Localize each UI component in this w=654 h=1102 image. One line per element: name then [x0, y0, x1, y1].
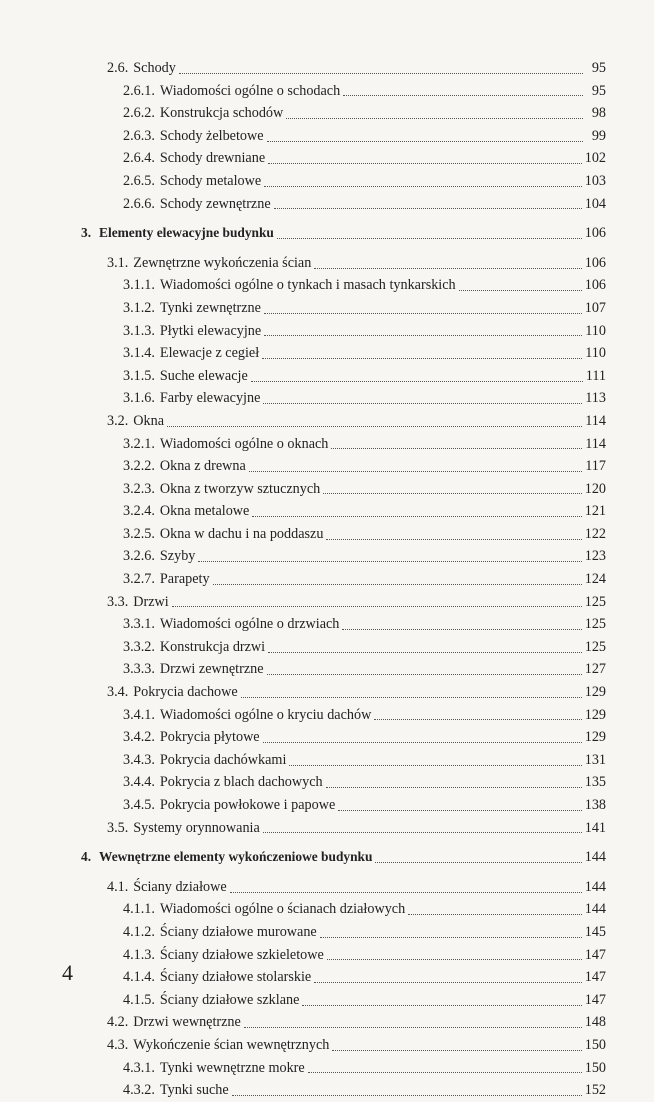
toc-section-entry [0, 252, 654, 275]
toc-entry-number: 3.2.3. [123, 480, 155, 497]
toc-subsection-entry [0, 568, 654, 591]
toc-entry-number: 3.1.1. [123, 277, 155, 294]
toc-entry-page: 129 [584, 684, 606, 701]
toc-entry-title: Tynki zewnętrzne [159, 299, 261, 316]
toc-subsection-entry [0, 749, 654, 772]
toc-entry-number: 3.4.5. [123, 797, 155, 813]
toc-entry-number: 4.3.1. [123, 1059, 155, 1076]
dot-leader [249, 471, 582, 472]
toc-subsection-entry [0, 433, 654, 456]
toc-entry-title: Wewnętrzne elementy wykończeniowe budynku [99, 849, 373, 865]
toc-subsection-entry [0, 944, 654, 967]
toc-entry-number: 3.1. [107, 254, 129, 271]
toc-entry-title: Pokrycia dachowe [133, 684, 238, 701]
toc-entry-title: Wiadomości ogólne o drzwiach [159, 616, 340, 633]
toc-subsection-entry [0, 455, 654, 478]
dot-leader [263, 403, 582, 404]
toc-entry-page: 144 [584, 878, 606, 895]
dot-leader [277, 238, 582, 239]
toc-entry-page: 129 [584, 729, 606, 746]
toc-entry-number: 3.2. [107, 412, 129, 429]
dot-leader [232, 1095, 582, 1096]
toc-entry-number: 3.1.6. [123, 390, 155, 407]
toc-entry-page: 125 [584, 616, 606, 633]
toc-entry-number: 4.1.5. [123, 991, 155, 1008]
dot-leader [320, 937, 582, 938]
toc-entry-title: Ściany działowe stolarskie [159, 969, 312, 986]
toc-subsection-entry [0, 125, 654, 148]
toc-entry-page: 152 [584, 1082, 606, 1099]
toc-entry-page: 144 [584, 901, 606, 918]
toc-section-entry [0, 1034, 654, 1057]
toc-entry-page: 147 [584, 991, 606, 1008]
toc-entry-title: Zewnętrzne wykończenia ścian [133, 254, 312, 271]
dot-leader [264, 313, 582, 314]
toc-subsection-entry [0, 921, 654, 944]
toc-entry-page: 123 [584, 548, 606, 565]
toc-entry-title: Drzwi zewnętrzne [159, 661, 264, 678]
toc-entry-page: 125 [584, 593, 606, 610]
dot-leader [198, 561, 581, 562]
toc-entry-number: 3.4.1. [123, 706, 155, 723]
toc-entry-number: 3.5. [107, 819, 129, 836]
toc-entry-title: Okna w dachu i na poddaszu [159, 525, 324, 542]
toc-entry-page: 106 [584, 225, 606, 242]
toc-entry-title: Schody żelbetowe [159, 127, 264, 144]
toc-entry-title: Wykończenie ścian wewnętrznych [133, 1036, 330, 1053]
toc-entry-page: 127 [584, 661, 606, 678]
dot-leader [327, 959, 582, 960]
toc-entry-number: 3.1.4. [123, 345, 155, 362]
dot-leader [241, 697, 582, 698]
toc-subsection-entry [0, 704, 654, 727]
toc-entry-page: 125 [584, 638, 606, 655]
toc-entry-title: Pokrycia z blach dachowych [159, 774, 323, 791]
toc-entry-title: Farby elewacyjne [159, 390, 261, 407]
toc-entry-number: 3.3.2. [123, 638, 155, 655]
toc-entry-page: 129 [584, 706, 606, 723]
toc-subsection-entry [0, 636, 654, 659]
toc-entry-title: Wiadomości ogólne o kryciu dachów [159, 706, 372, 723]
dot-leader [251, 381, 583, 382]
toc-entry-number: 4. [81, 849, 92, 865]
toc-chapter-entry [0, 222, 654, 245]
toc-entry-number: 3.3.3. [123, 661, 155, 678]
toc-entry-page: 150 [584, 1059, 606, 1076]
dot-leader [267, 674, 582, 675]
toc-entry-page: 106 [584, 277, 606, 294]
toc-subsection-entry [0, 794, 654, 817]
toc-subsection-entry [0, 989, 654, 1012]
toc-entry-number: 3.2.4. [123, 503, 155, 520]
dot-leader [172, 606, 582, 607]
dot-leader [408, 914, 582, 915]
dot-leader [274, 208, 582, 209]
toc-entry-page: 147 [584, 969, 606, 986]
dot-leader [167, 426, 582, 427]
toc-subsection-entry [0, 1057, 654, 1080]
dot-leader [263, 742, 582, 743]
dot-leader [289, 765, 581, 766]
toc-entry-title: Tynki suche [159, 1082, 229, 1099]
toc-entry-number: 3.4. [107, 684, 129, 701]
dot-leader [459, 290, 582, 291]
toc-subsection-entry [0, 274, 654, 297]
toc-entry-number: 4.1.2. [123, 923, 155, 940]
dot-leader [252, 516, 581, 517]
toc-entry-title: Okna z drewna [159, 458, 246, 475]
toc-entry-title: Ściany działowe [133, 878, 227, 895]
dot-leader [264, 335, 582, 336]
dot-leader [263, 832, 582, 833]
toc-subsection-entry [0, 193, 654, 216]
toc-entry-title: Suche elewacje [159, 367, 248, 384]
toc-entry-title: Drzwi [133, 593, 169, 610]
toc-entry-number: 2.6.5. [123, 172, 155, 189]
toc-subsection-entry [0, 966, 654, 989]
toc-entry-title: Wiadomości ogólne o ścianach działowych [159, 901, 406, 918]
toc-subsection-entry [0, 297, 654, 320]
toc-entry-page: 103 [584, 172, 606, 189]
dot-leader [314, 982, 582, 983]
dot-leader [338, 810, 581, 811]
toc-entry-title: Konstrukcja schodów [159, 105, 284, 122]
dot-leader [342, 629, 581, 630]
toc-entry-title: Ściany działowe szkieletowe [159, 946, 324, 963]
toc-entry-title: Ściany działowe szklane [159, 991, 300, 1008]
dot-leader [326, 539, 581, 540]
toc-entry-number: 4.2. [107, 1014, 129, 1031]
toc-entry-number: 3.4.4. [123, 774, 155, 791]
dot-leader [332, 1050, 581, 1051]
toc-entry-title: Konstrukcja drzwi [159, 638, 266, 655]
toc-entry-title: Parapety [159, 571, 210, 588]
toc-entry-title: Okna z tworzyw sztucznych [159, 480, 321, 497]
dot-leader [326, 787, 582, 788]
toc-entry-page: 122 [584, 525, 606, 542]
toc-subsection-entry [0, 658, 654, 681]
toc-entry-number: 3.4.3. [123, 751, 155, 768]
toc-entry-number: 2.6.1. [123, 82, 155, 99]
toc-subsection-entry [0, 771, 654, 794]
dot-leader [244, 1027, 582, 1028]
toc-entry-title: Szyby [159, 548, 196, 565]
toc-entry-page: 148 [584, 1014, 606, 1031]
toc-entry-page: 95 [591, 82, 606, 99]
toc-entry-number: 3.1.3. [123, 322, 155, 339]
toc-entry-number: 4.1.1. [123, 901, 155, 918]
dot-leader [286, 118, 583, 119]
toc-entry-page: 111 [585, 367, 606, 384]
toc-subsection-entry [0, 170, 654, 193]
toc-entry-number: 4.1.4. [123, 969, 155, 986]
toc-entry-page: 99 [591, 127, 606, 144]
dot-leader [375, 862, 581, 863]
toc-entry-title: Schody metalowe [159, 172, 262, 189]
dot-leader [314, 268, 581, 269]
toc-entry-page: 110 [585, 345, 606, 362]
toc-subsection-entry [0, 523, 654, 546]
toc-subsection-entry [0, 320, 654, 343]
toc-subsection-entry [0, 898, 654, 921]
toc-entry-page: 104 [584, 195, 606, 212]
toc-entry-number: 2.6.6. [123, 195, 155, 212]
toc-entry-page: 107 [584, 299, 606, 316]
toc-entry-number: 4.3. [107, 1036, 129, 1053]
toc-entry-title: Wiadomości ogólne o oknach [159, 435, 329, 452]
toc-entry-title: Elewacje z cegieł [159, 345, 260, 362]
toc-subsection-entry [0, 726, 654, 749]
toc-section-entry [0, 681, 654, 704]
toc-entry-page: 102 [584, 150, 606, 167]
toc-entry-title: Pokrycia płytowe [159, 729, 260, 746]
toc-entry-title: Schody drewniane [159, 150, 266, 167]
dot-leader [268, 163, 582, 164]
toc-entry-page: 135 [584, 774, 606, 791]
toc-entry-page: 113 [585, 390, 606, 407]
dot-leader [374, 719, 581, 720]
toc-subsection-entry [0, 80, 654, 103]
dot-leader [302, 1005, 581, 1006]
dot-leader [179, 73, 583, 74]
toc-entry-page: 124 [584, 571, 606, 588]
toc-entry-page: 98 [591, 105, 606, 122]
page-number-folio: 4 [62, 960, 73, 985]
toc-entry-number: 3.2.2. [123, 458, 155, 475]
toc-subsection-entry [0, 500, 654, 523]
toc-subsection-entry [0, 478, 654, 501]
toc-entry-number: 3. [81, 225, 92, 241]
toc-entry-title: Okna [133, 412, 165, 429]
toc-entry-page: 145 [584, 923, 606, 940]
toc-entry-title: Wiadomości ogólne o schodach [159, 82, 341, 99]
toc-section-entry [0, 876, 654, 899]
dot-leader [213, 584, 582, 585]
toc-entry-title: Drzwi wewnętrzne [133, 1014, 241, 1031]
toc-entry-number: 3.1.5. [123, 367, 155, 384]
toc-subsection-entry [0, 545, 654, 568]
dot-leader [230, 892, 582, 893]
toc-entry-title: Wiadomości ogólne o tynkach i masach tynkarskich [159, 277, 456, 294]
toc-entry-page: 114 [585, 435, 606, 452]
toc-entry-number: 4.1. [107, 878, 129, 895]
toc-entry-number: 2.6. [107, 60, 129, 76]
toc-entry-number: 2.6.3. [123, 127, 155, 144]
toc-entry-title: Ściany działowe murowane [159, 923, 317, 940]
dot-leader [323, 493, 581, 494]
toc-entry-title: Schody zewnętrzne [159, 195, 271, 212]
toc-entry-page: 141 [584, 819, 606, 836]
toc-entry-number: 2.6.2. [123, 105, 155, 122]
dot-leader [264, 186, 582, 187]
toc-entry-page: 147 [584, 946, 606, 963]
toc-entry-number: 3.3.1. [123, 616, 155, 633]
toc-entry-number: 2.6.4. [123, 150, 155, 167]
toc-subsection-entry [0, 613, 654, 636]
toc-entry-title: Tynki wewnętrzne mokre [159, 1059, 305, 1076]
toc-entry-title: Pokrycia powłokowe i papowe [159, 797, 336, 813]
dot-leader [308, 1072, 582, 1073]
toc-section-entry [0, 57, 654, 80]
toc-entry-number: 3.2.6. [123, 548, 155, 565]
toc-subsection-entry [0, 342, 654, 365]
toc-entry-page: 144 [584, 849, 606, 866]
dot-leader [268, 652, 582, 653]
toc-entry-number: 3.4.2. [123, 729, 155, 746]
toc-subsection-entry [0, 102, 654, 125]
toc-entry-number: 3.2.1. [123, 435, 155, 452]
toc-entry-page: 131 [584, 751, 606, 768]
toc-entry-number: 3.3. [107, 593, 129, 610]
toc-entry-page: 138 [584, 797, 606, 813]
toc-entry-number: 3.1.2. [123, 299, 155, 316]
toc-subsection-entry [0, 147, 654, 170]
toc-entry-page: 110 [585, 322, 606, 339]
toc-entry-title: Systemy orynnowania [133, 819, 260, 836]
toc-entry-page: 114 [585, 412, 606, 429]
toc-section-entry [0, 410, 654, 433]
toc-subsection-entry [0, 1079, 654, 1102]
dot-leader [267, 141, 583, 142]
toc-chapter-entry [0, 846, 654, 869]
toc-entry-title: Płytki elewacyjne [159, 322, 262, 339]
toc-entry-page: 95 [591, 60, 606, 76]
toc-subsection-entry [0, 387, 654, 410]
toc-entry-number: 3.2.5. [123, 525, 155, 542]
table-of-contents [0, 57, 654, 1102]
toc-entry-title: Okna metalowe [159, 503, 250, 520]
toc-section-entry [0, 817, 654, 840]
dot-leader [262, 358, 582, 359]
toc-subsection-entry [0, 365, 654, 388]
dot-leader [331, 448, 582, 449]
toc-entry-number: 4.1.3. [123, 946, 155, 963]
toc-entry-page: 106 [584, 254, 606, 271]
toc-section-entry [0, 591, 654, 614]
toc-entry-title: Schody [133, 60, 176, 76]
toc-entry-number: 3.2.7. [123, 571, 155, 588]
toc-entry-page: 117 [585, 458, 606, 475]
toc-entry-page: 120 [584, 480, 606, 497]
dot-leader [343, 95, 583, 96]
toc-entry-page: 150 [584, 1036, 606, 1053]
toc-section-entry [0, 1011, 654, 1034]
toc-entry-page: 121 [584, 503, 606, 520]
toc-entry-number: 4.3.2. [123, 1082, 155, 1099]
toc-entry-title: Elementy elewacyjne budynku [99, 225, 274, 241]
toc-entry-title: Pokrycia dachówkami [159, 751, 287, 768]
